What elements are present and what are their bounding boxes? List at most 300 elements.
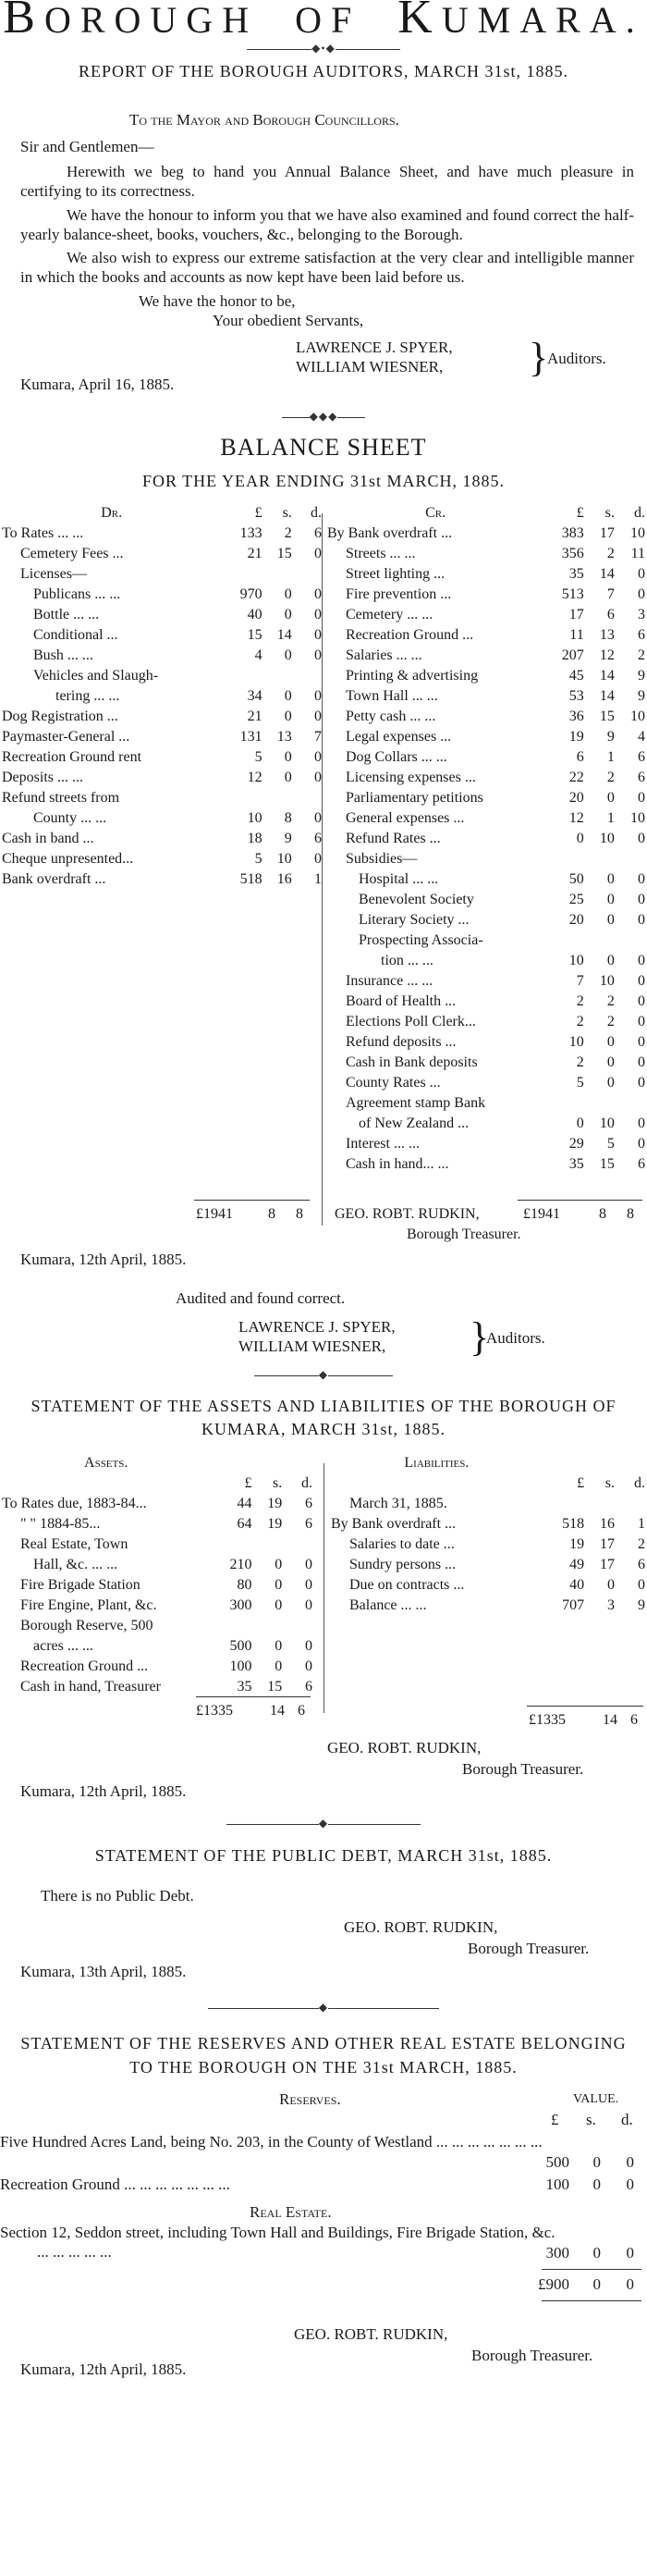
credit-row-shillings: 6 <box>606 607 615 623</box>
col-pence: d. <box>311 505 322 522</box>
credit-row-shillings <box>586 850 616 870</box>
auditors-signature-block-2 <box>0 1313 647 1363</box>
debit-rows <box>0 524 324 891</box>
credit-row-pounds: 383 <box>561 525 584 542</box>
debit-row-pounds <box>223 565 263 585</box>
real-estate-item-pence: 0 <box>626 2243 634 2262</box>
debit-row-pence: 0 <box>314 546 322 562</box>
credit-row <box>325 870 647 891</box>
debit-row-label: Paymaster-General ... <box>2 729 130 746</box>
credit-row <box>325 1115 647 1135</box>
debit-row-label: Dog Registration ... <box>2 709 118 725</box>
credit-row-pounds <box>545 931 586 952</box>
liability-row-label: Sundry persons ... <box>349 1557 457 1573</box>
credit-row-pounds <box>545 1094 586 1115</box>
credit-row-label: Recreation Ground ... <box>346 627 474 644</box>
credit-row-label: Elections Poll Clerk... <box>346 1014 476 1030</box>
reserves-date: Kumara, 12th April, 1885. <box>20 2360 187 2379</box>
credit-row-pence: 0 <box>638 912 645 929</box>
credit-row-pence: 6 <box>638 1156 645 1173</box>
credit-row-pounds: 513 <box>561 586 584 603</box>
credit-row <box>325 667 647 687</box>
asset-row <box>0 1576 314 1596</box>
liability-row-pounds: 19 <box>569 1536 585 1553</box>
credit-row <box>325 972 647 992</box>
col-pence: d. <box>634 1475 645 1492</box>
liability-row <box>329 1495 647 1515</box>
credit-row-pounds: 5 <box>576 1075 584 1091</box>
liability-row-pounds: 40 <box>569 1577 585 1594</box>
debit-row-label: To Rates ... ... <box>2 525 84 542</box>
debit-row-shillings: 0 <box>284 709 292 725</box>
debit-total-rule <box>194 1200 310 1201</box>
real-estate-item-label: Section 12, Seddon street, including Town Hall and Buildings, Fire Brigade Station, &c. ... ... ... ... ... <box>0 2223 555 2261</box>
liabilities-table <box>329 1454 647 1617</box>
debit-row-shillings: 8 <box>284 810 292 827</box>
brace-symbol: } <box>470 1313 490 1360</box>
auditors-report-salutation: Sir and Gentlemen— <box>20 137 154 155</box>
debit-row <box>0 667 324 687</box>
credit-row-pence: 0 <box>638 1075 645 1091</box>
reserve-item-pounds: 100 <box>545 2175 569 2193</box>
credit-row-shillings: 0 <box>606 892 615 908</box>
debit-row-pounds: 131 <box>239 729 262 746</box>
debit-row-label: Cemetery Fees ... <box>20 546 124 562</box>
credit-row-pounds: 207 <box>561 647 584 664</box>
credit-row <box>325 524 647 545</box>
debit-row <box>0 626 324 647</box>
debit-row <box>0 850 324 870</box>
debit-row <box>0 708 324 728</box>
debit-row-label: Licenses— <box>20 566 87 583</box>
asset-row-pounds: 64 <box>237 1516 252 1533</box>
col-pence: d. <box>634 505 645 522</box>
debit-row-pounds: 34 <box>247 688 262 705</box>
asset-row-shillings: 0 <box>275 1557 283 1573</box>
liability-row <box>329 1556 647 1576</box>
debit-row-pounds: 21 <box>247 709 262 725</box>
asset-row-label: Recreation Ground ... <box>20 1658 149 1675</box>
balance-sheet-body <box>0 504 647 1244</box>
credit-table <box>325 504 647 1176</box>
liability-row-pounds: 707 <box>562 1597 585 1614</box>
credit-row-shillings: 10 <box>599 831 615 847</box>
credit-row <box>325 992 647 1013</box>
credit-row-shillings: 0 <box>606 1075 615 1091</box>
credit-row-shillings: 13 <box>599 627 615 644</box>
credit-row-pounds: 7 <box>576 973 584 990</box>
credit-row-label: Hospital ... ... <box>359 871 439 888</box>
debit-row <box>0 647 324 667</box>
credit-row <box>325 687 647 708</box>
debit-row-pence: 0 <box>314 709 322 725</box>
credit-row-pence <box>616 850 647 870</box>
liabilities-header: Liabilities. <box>404 1455 470 1472</box>
debit-row-shillings: 10 <box>276 851 292 868</box>
liability-row-label: Balance ... ... <box>349 1597 427 1614</box>
debit-row <box>0 545 324 565</box>
debit-row-label: Cash in band ... <box>2 831 94 847</box>
debit-row-shillings: 0 <box>284 647 292 664</box>
masthead-k: K <box>397 0 442 43</box>
liability-row-shillings: 16 <box>600 1516 616 1533</box>
debit-row-pence: 0 <box>314 607 322 623</box>
credit-row-pence: 6 <box>638 627 645 644</box>
credit-row-pounds: 2 <box>576 993 584 1010</box>
liability-row-label: Due on contracts ... <box>349 1577 465 1594</box>
asset-row-pounds: 80 <box>237 1577 252 1594</box>
real-estate-item-pounds: 300 <box>545 2243 569 2262</box>
credit-row <box>325 789 647 809</box>
credit-row-label: Board of Health ... <box>346 993 457 1010</box>
asset-row-pounds: 300 <box>229 1597 252 1614</box>
asset-row-pence: 0 <box>305 1577 312 1594</box>
credit-row-label: By Bank overdraft ... <box>327 525 453 542</box>
credit-row-pounds: 17 <box>568 607 584 623</box>
auditors-report-address: To the Mayor and Borough Councillors. <box>129 110 399 129</box>
asset-row <box>0 1535 314 1556</box>
credit-row-label: of New Zealand ... <box>359 1115 470 1132</box>
credit-row-shillings: 0 <box>606 871 615 888</box>
credit-row-pence: 2 <box>638 647 645 664</box>
real-estate-item-shillings: 0 <box>592 2243 601 2262</box>
credit-row-shillings: 2 <box>606 546 615 562</box>
credit-row-label: Cash in Bank deposits <box>346 1054 478 1071</box>
credit-row-pounds <box>545 850 586 870</box>
credit-row-pounds: 25 <box>568 892 584 908</box>
asset-row-shillings: 0 <box>275 1597 283 1614</box>
credit-row-label: Cash in hand... ... <box>346 1156 449 1173</box>
debit-row-shillings: 0 <box>284 749 292 766</box>
credit-row-label: Literary Society ... <box>359 912 470 929</box>
debit-row-shillings: 0 <box>284 770 292 786</box>
debit-row-pence: 7 <box>314 729 322 746</box>
asset-row <box>0 1556 314 1576</box>
assets-liabilities-date: Kumara, 12th April, 1885. <box>20 1781 187 1800</box>
debit-row-pence: 0 <box>314 749 322 766</box>
treasurer-title: Borough Treasurer. <box>462 1760 584 1779</box>
reserves-header: Reserves. <box>279 2089 341 2108</box>
masthead-of: OF <box>295 0 361 41</box>
debit-row-pounds <box>223 789 263 809</box>
assets-total-rule <box>196 1696 311 1697</box>
debit-row-label: Refund streets from <box>2 790 120 807</box>
assets-table <box>0 1454 314 1698</box>
credit-row-label: Streets ... ... <box>346 546 416 562</box>
credit-row-pence: 0 <box>638 1034 645 1051</box>
asset-row-label: Real Estate, Town <box>20 1536 128 1553</box>
brace-symbol: } <box>529 335 549 380</box>
credit-row-pounds: 2 <box>576 1054 584 1071</box>
credit-row-label: Refund Rates ... <box>346 831 441 847</box>
credit-row-shillings: 2 <box>606 1014 615 1030</box>
debit-row-pounds: 15 <box>247 627 262 644</box>
asset-row-label: Fire Engine, Plant, &c. <box>20 1597 157 1614</box>
credit-row-pence: 0 <box>638 586 645 603</box>
reserve-item-label: Five Hundred Acres Land, being No. 203, in the County of Westland ... ... ... ... ... ... ... <box>0 2132 543 2151</box>
debit-row-pounds: 18 <box>247 831 262 847</box>
debit-row-pounds: 133 <box>239 525 262 542</box>
liabilities-rows <box>329 1495 647 1617</box>
debit-row-pence <box>294 565 324 585</box>
reserve-item-pence: 0 <box>626 2152 634 2171</box>
credit-row-shillings: 14 <box>599 668 615 684</box>
asset-row-pence <box>284 1617 314 1637</box>
ornament-divider: ◆ <box>0 1365 647 1384</box>
debit-row <box>0 789 324 809</box>
credit-row-pence: 0 <box>638 973 645 990</box>
debit-row-label: Bank overdraft ... <box>2 871 106 888</box>
debit-row-pence: 0 <box>314 688 322 705</box>
credit-row <box>325 647 647 667</box>
credit-row-pence: 0 <box>638 831 645 847</box>
credit-row-shillings: 7 <box>606 586 615 603</box>
credit-row-shillings: 10 <box>599 1115 615 1132</box>
credit-row <box>325 606 647 626</box>
credit-row-shillings: 2 <box>606 770 615 786</box>
column-divider <box>322 513 323 1226</box>
credit-row-label: Interest ... ... <box>346 1136 420 1152</box>
auditors-report-closing: We have the honor to be, <box>139 291 296 310</box>
credit-row <box>325 1094 647 1115</box>
ornament-divider: ◆ <box>0 1814 647 1832</box>
treasurer-name: GEO. ROBT. RUDKIN, <box>335 1206 480 1223</box>
reserves-title: STATEMENT OF THE RESERVES AND OTHER REAL ESTATE BELONGING TO THE BOROUGH ON THE 31st MARCH, 1885. <box>20 2034 627 2077</box>
credit-row-pence: 3 <box>638 607 645 623</box>
liability-row-shillings: 17 <box>600 1536 616 1553</box>
debit-row-pounds: 518 <box>239 871 262 888</box>
credit-row-pence: 0 <box>638 871 645 888</box>
credit-row-label: Street lighting ... <box>346 566 446 583</box>
credit-total-pounds: £1941 <box>523 1206 560 1223</box>
debit-row-label: Vehicles and Slaugh- <box>33 668 159 684</box>
asset-row <box>0 1658 314 1678</box>
assets-total-pounds: £1335 <box>196 1703 233 1719</box>
debit-row-pence: 0 <box>314 627 322 644</box>
credit-row <box>325 1033 647 1054</box>
credit-row-shillings: 2 <box>606 993 615 1010</box>
reserves-total-rule <box>542 2269 641 2270</box>
credit-row <box>325 850 647 870</box>
asset-row-pounds: 210 <box>229 1557 252 1573</box>
treasurer-title: Borough Treasurer. <box>468 1939 590 1957</box>
credit-row-shillings: 14 <box>599 688 615 705</box>
credit-row-pence: 10 <box>630 525 645 542</box>
credit-row <box>325 728 647 748</box>
reserves-total-shillings: 0 <box>592 2274 601 2293</box>
debit-row <box>0 565 324 585</box>
assets-liabilities-title: STATEMENT OF THE ASSETS AND LIABILITIES OF THE BOROUGH OF KUMARA, MARCH 31st, 1885. <box>31 1396 616 1438</box>
asset-row-pence: 0 <box>305 1597 312 1614</box>
liabilities-total-rule <box>527 1706 643 1707</box>
credit-row-pence: 0 <box>638 1115 645 1132</box>
credit-row <box>325 565 647 585</box>
treasurer-name: GEO. ROBT. RUDKIN, <box>294 2324 448 2343</box>
auditors-report-title: REPORT OF THE BOROUGH AUDITORS, MARCH 31st, 1885. <box>79 62 568 80</box>
credit-row-pounds: 0 <box>576 831 584 847</box>
asset-row-shillings: 15 <box>267 1679 283 1695</box>
liability-row-pence: 2 <box>638 1536 645 1553</box>
credit-row-pence: 0 <box>638 566 645 583</box>
credit-total-pence: 8 <box>627 1206 634 1223</box>
debit-row-pence: 0 <box>314 586 322 603</box>
liability-row <box>329 1576 647 1596</box>
credit-total-shillings: 8 <box>599 1206 606 1223</box>
asset-row-shillings: 0 <box>275 1577 283 1594</box>
credit-row-pounds: 11 <box>569 627 584 644</box>
credit-row-pounds: 12 <box>568 810 584 827</box>
credit-row <box>325 830 647 850</box>
asset-row-shillings <box>253 1617 284 1637</box>
liability-row <box>329 1515 647 1535</box>
treasurer-title: Borough Treasurer. <box>407 1226 521 1243</box>
credit-row <box>325 585 647 606</box>
auditors-report-paragraph: Herewith we beg to hand you Annual Balance Sheet, and have much pleasure in certifying to its correctness. <box>20 163 634 201</box>
debit-row-shillings: 0 <box>284 607 292 623</box>
debit-row-pounds: 21 <box>247 546 262 562</box>
treasurer-name: GEO. ROBT. RUDKIN, <box>344 1917 498 1936</box>
liabilities-total-pounds: £1335 <box>529 1712 566 1729</box>
liability-row-pounds: 518 <box>562 1516 585 1533</box>
auditors-report-closing-2: Your obedient Servants, <box>213 311 364 329</box>
col-pounds: £ <box>551 2110 559 2128</box>
credit-row-label: Insurance ... ... <box>346 973 433 990</box>
liability-row-pounds: 49 <box>569 1557 585 1573</box>
debit-row-shillings: 16 <box>276 871 292 888</box>
debit-row-label: Bottle ... ... <box>33 607 100 623</box>
liability-row-label: March 31, 1885. <box>349 1496 447 1512</box>
auditor-name: WILLIAM WIESNER, <box>296 358 444 376</box>
balance-sheet-subtitle: FOR THE YEAR ENDING 31st MARCH, 1885. <box>141 471 506 490</box>
real-estate-header: Real Estate. <box>250 2202 332 2221</box>
credit-row-pence: 4 <box>638 729 645 746</box>
credit-row-label: Dog Collars ... ... <box>346 749 447 766</box>
credit-row-label: Parliamentary petitions <box>346 790 483 807</box>
balance-sheet-date: Kumara, 12th April, 1885. <box>20 1251 187 1269</box>
credit-row-shillings: 0 <box>606 912 615 929</box>
assets-total-pence: 6 <box>298 1703 305 1719</box>
credit-row-label: Printing & advertising <box>346 668 479 684</box>
credit-row-pence: 6 <box>638 749 645 766</box>
col-shillings: s. <box>604 1475 616 1492</box>
credit-row-pounds: 53 <box>568 688 584 705</box>
col-shillings: s. <box>282 505 292 522</box>
debit-row-label: Bush ... ... <box>33 647 93 664</box>
debit-row-shillings: 2 <box>284 525 292 542</box>
reserve-item-shillings: 0 <box>592 2152 601 2171</box>
liabilities-total-pence: 6 <box>630 1712 638 1729</box>
auditors-role: Auditors. <box>486 1328 545 1347</box>
masthead-b: B <box>3 0 44 43</box>
credit-row-pounds: 0 <box>576 1115 584 1132</box>
col-shillings: s. <box>586 2110 596 2128</box>
debit-row <box>0 687 324 708</box>
credit-row <box>325 748 647 769</box>
debit-row-shillings: 14 <box>276 627 292 644</box>
credit-row-shillings <box>586 931 616 952</box>
col-pounds: £ <box>254 505 262 522</box>
liability-row-pence: 1 <box>638 1516 645 1533</box>
debit-row-shillings: 0 <box>284 586 292 603</box>
credit-row-pounds: 356 <box>561 546 584 562</box>
col-pence: d. <box>621 2110 633 2128</box>
credit-row-pence <box>616 1094 647 1115</box>
asset-row-pence: 6 <box>305 1516 312 1533</box>
col-pounds: £ <box>577 1475 585 1492</box>
public-debt-text: There is no Public Debt. <box>41 1887 194 1905</box>
credit-row-label: Licensing expenses ... <box>346 770 476 786</box>
assets-rows <box>0 1495 314 1698</box>
asset-row-pounds: 500 <box>229 1638 252 1655</box>
debit-row-pounds: 5 <box>254 851 262 868</box>
assets-liabilities-body <box>0 1454 647 1736</box>
credit-row-pence: 0 <box>638 892 645 908</box>
asset-row-shillings: 0 <box>275 1638 283 1655</box>
masthead-orough: OROUGH <box>43 0 259 41</box>
credit-row-pence: 0 <box>638 953 645 969</box>
credit-row <box>325 545 647 565</box>
asset-row-shillings <box>253 1535 284 1556</box>
asset-row <box>0 1617 314 1637</box>
reserves-total-pounds: £900 <box>538 2274 569 2293</box>
credit-row <box>325 769 647 789</box>
debit-row-label: tering ... ... <box>55 688 120 705</box>
asset-row-pounds <box>212 1617 253 1637</box>
debit-row-pence: 6 <box>314 525 322 542</box>
credit-row-pounds: 20 <box>568 912 584 929</box>
col-pounds: £ <box>244 1475 252 1492</box>
debit-row-pounds: 4 <box>254 647 262 664</box>
value-header: VALUE. <box>573 2091 619 2106</box>
col-pence: d. <box>301 1475 312 1492</box>
liability-row-label: Salaries to date ... <box>349 1536 455 1553</box>
credit-row <box>325 891 647 911</box>
credit-row-label: Fire prevention ... <box>346 586 452 603</box>
credit-row-label: Subsidies— <box>346 851 418 868</box>
credit-row <box>325 1155 647 1176</box>
credit-row-label: General expenses ... <box>346 810 465 827</box>
credit-row-pence <box>616 931 647 952</box>
asset-row <box>0 1515 314 1535</box>
col-pounds: £ <box>576 505 584 522</box>
asset-row-pence: 6 <box>305 1496 312 1512</box>
debit-row-label: Conditional ... <box>33 627 118 644</box>
asset-row-pence: 0 <box>305 1658 312 1675</box>
auditors-report-date: Kumara, April 16, 1885. <box>20 376 175 393</box>
asset-row-pence: 0 <box>305 1638 312 1655</box>
debit-row-pence: 0 <box>314 810 322 827</box>
reserves-total-pence: 0 <box>626 2274 634 2293</box>
debit-row-label: Cheque unpresented... <box>2 851 134 868</box>
auditor-name: LAWRENCE J. SPYER, <box>238 1317 396 1336</box>
masthead <box>0 0 647 43</box>
credit-rows <box>325 524 647 1176</box>
liability-row-shillings: 17 <box>600 1557 616 1573</box>
credit-row-label: Salaries ... ... <box>346 647 422 664</box>
debit-row <box>0 606 324 626</box>
debit-row-pence: 0 <box>314 851 322 868</box>
liability-row-label: By Bank overdraft ... <box>331 1516 457 1533</box>
debit-row-pence: 1 <box>314 871 322 888</box>
debit-row-shillings: 15 <box>276 546 292 562</box>
liability-row-shillings <box>586 1495 616 1515</box>
asset-row-label: Borough Reserve, 500 <box>20 1618 153 1634</box>
credit-row-label: Legal expenses ... <box>346 729 452 746</box>
reserve-item-label: Recreation Ground ... ... ... ... ... ... ... <box>0 2175 230 2193</box>
debit-row-pence <box>294 667 324 687</box>
debit-row-pounds: 5 <box>254 749 262 766</box>
liability-row-shillings: 0 <box>607 1577 616 1594</box>
